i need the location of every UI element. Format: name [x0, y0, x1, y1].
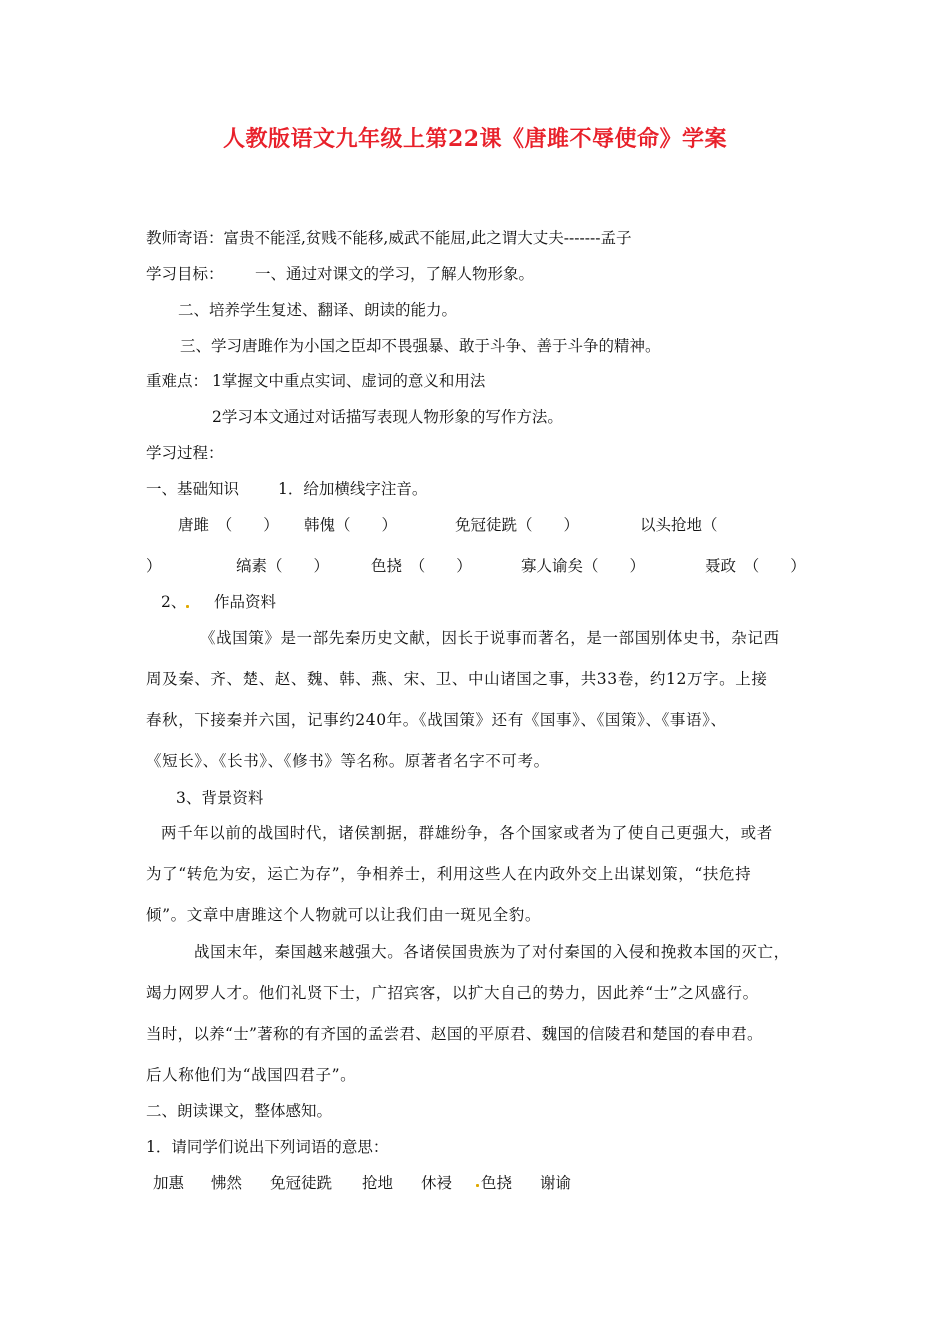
paragraph-line: 周及秦、齐、楚、赵、魏、韩、燕、宋、卫、中山诸国之事，共33卷，约12万字。上接: [146, 670, 768, 688]
paragraph-line: 《战国策》是一部先秦历史文献，因长于说事而著名，是一部国别体史书，杂记西: [200, 629, 780, 647]
section-heading: 一、基础知识: [146, 480, 240, 498]
pinyin-item: 免冠徒跣（ ）: [455, 516, 580, 534]
vocab-word: 色挠: [481, 1174, 513, 1192]
vocab-word: 免冠徒跣: [270, 1174, 333, 1192]
paragraph-line: 春秋，下接秦并六国，记事约240年。《战国策》还有《国事》、《国策》、《事语》、: [146, 711, 727, 729]
subsection-heading: 3、背景资料: [176, 789, 264, 807]
paragraph-line: 两千年以前的战国时代，诸侯割据，群雄纷争，各个国家或者为了使自己更强大，或者: [161, 824, 773, 842]
objectives-label: 学习目标：: [146, 265, 224, 283]
pinyin-item: 以头抢地（: [640, 516, 718, 534]
paragraph-line: 《短长》、《长书》、《修书》等名称。原著者名字不可考。: [146, 752, 550, 770]
objective-item: 三、学习唐雎作为小国之臣却不畏强暴、敢于斗争、善于斗争的精神。: [180, 337, 661, 355]
vocab-word: 怫然: [211, 1174, 243, 1192]
key-point-item: 1掌握文中重点实词、虚词的意义和用法: [212, 372, 486, 390]
key-point-item: 2学习本文通过对话描写表现人物形象的写作方法。: [212, 408, 563, 426]
paragraph-line: 战国末年，秦国越来越强大。各诸侯国贵族为了对付秦国的入侵和挽救本国的灭亡，: [194, 943, 790, 961]
paragraph-line: 后人称他们为“战国四君子”。: [146, 1066, 357, 1084]
vocab-word: 休祲: [421, 1174, 453, 1192]
vocab-word: 抢地: [362, 1174, 394, 1192]
vocab-word: 加惠: [153, 1174, 185, 1192]
pinyin-item-end: ）: [146, 557, 162, 575]
process-label: 学习过程：: [146, 444, 224, 462]
marker-dot: [186, 605, 189, 608]
pinyin-item: 聂政 （ ）: [705, 557, 806, 575]
marker-dot: [476, 1184, 479, 1187]
paragraph-line: 当时，以养“士”著称的有齐国的孟尝君、赵国的平原君、魏国的信陵君和楚国的春申君。: [146, 1025, 763, 1043]
paragraph-line: 为了“转危为安，运亡为存”，争相养士，利用这些人在内政外交上出谋划策，“扶危持: [146, 865, 752, 883]
subsection-number: 2、: [161, 593, 187, 611]
subsection-heading: 1．给加横线字注音。: [278, 480, 428, 498]
section-heading: 二、朗读课文，整体感知。: [146, 1102, 333, 1120]
pinyin-item: 缟素（ ）: [236, 557, 330, 575]
pinyin-item: 唐雎 （ ）: [178, 516, 279, 534]
pinyin-item: 色挠 （ ）: [371, 557, 472, 575]
pinyin-item: 韩傀（ ）: [304, 516, 398, 534]
vocab-word: 谢谕: [540, 1174, 572, 1192]
page-title: 人教版语文九年级上第22课《唐雎不辱使命》学案: [222, 126, 728, 152]
teacher-message: 教师寄语：富贵不能淫,贫贱不能移,威武不能屈,此之谓大丈夫-------孟子: [146, 229, 632, 247]
pinyin-item: 寡人谕矣（ ）: [521, 557, 646, 575]
key-points-label: 重难点：: [146, 372, 209, 390]
subsection-heading: 1．请同学们说出下列词语的意思：: [146, 1138, 389, 1156]
paragraph-line: 倾”。文章中唐雎这个人物就可以让我们由一斑见全豹。: [146, 906, 541, 924]
objective-item: 一、通过对课文的学习，了解人物形象。: [255, 265, 535, 283]
objective-item: 二、培养学生复述、翻译、朗读的能力。: [178, 301, 458, 319]
paragraph-line: 竭力网罗人才。他们礼贤下士，广招宾客，以扩大自己的势力，因此养“士”之风盛行。: [146, 984, 759, 1002]
subsection-heading: 作品资料: [214, 593, 277, 611]
